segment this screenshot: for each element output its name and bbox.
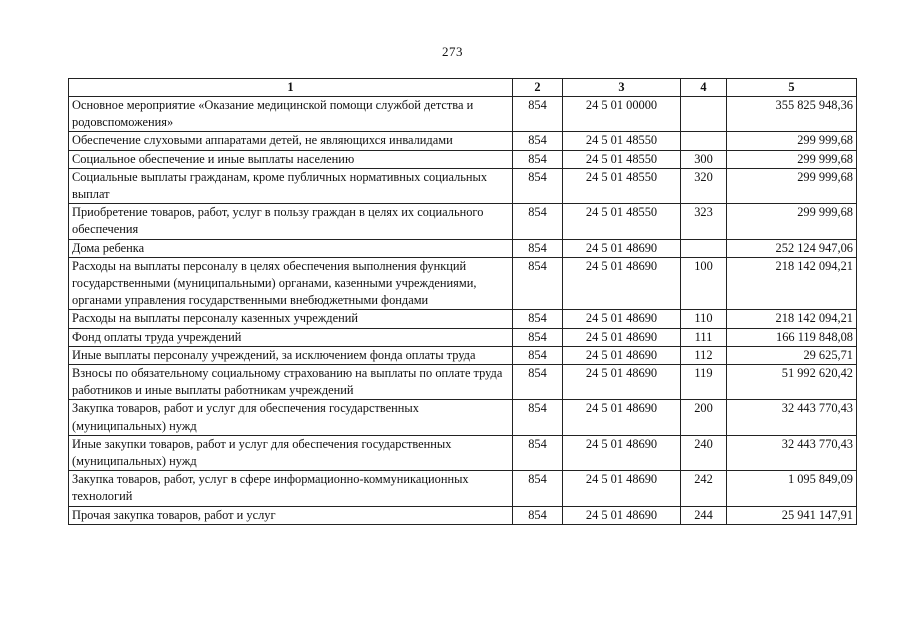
cell-article-code: 24 5 01 48690 xyxy=(563,435,681,470)
table-row xyxy=(69,257,857,310)
header-cell-5: 5 xyxy=(727,79,857,97)
cell-item-name: Социальные выплаты гражданам, кроме публичных нормативных социальных выплат xyxy=(69,168,513,203)
cell-amount: 29 625,71 xyxy=(727,346,857,364)
table-body xyxy=(69,97,857,525)
cell-item-name: Дома ребенка xyxy=(69,239,513,257)
cell-department-code: 854 xyxy=(513,168,563,203)
cell-department-code: 854 xyxy=(513,400,563,435)
cell-expense-type-code: 240 xyxy=(681,435,727,470)
cell-item-name: Приобретение товаров, работ, услуг в пользу граждан в целях их социального обеспечения xyxy=(69,204,513,239)
cell-item-name: Расходы на выплаты персоналу в целях обеспечения выполнения функций государственными (муниципальными) органами, казенными учреждениями, органами управления государственными внебюджетными фондами xyxy=(69,257,513,310)
table-row xyxy=(69,365,857,400)
cell-amount: 218 142 094,21 xyxy=(727,310,857,328)
table-row xyxy=(69,346,857,364)
cell-item-name: Обеспечение слуховыми аппаратами детей, не являющихся инвалидами xyxy=(69,132,513,150)
cell-article-code: 24 5 01 48690 xyxy=(563,365,681,400)
cell-item-name: Иные закупки товаров, работ и услуг для обеспечения государственных (муниципальных) нужд xyxy=(69,435,513,470)
table-row xyxy=(69,506,857,524)
cell-expense-type-code: 242 xyxy=(681,471,727,506)
table-row xyxy=(69,471,857,506)
cell-amount: 51 992 620,42 xyxy=(727,365,857,400)
cell-article-code: 24 5 01 48550 xyxy=(563,204,681,239)
cell-expense-type-code: 100 xyxy=(681,257,727,310)
cell-article-code: 24 5 01 48550 xyxy=(563,168,681,203)
cell-item-name: Основное мероприятие «Оказание медицинской помощи службой детства и родовспоможения» xyxy=(69,97,513,132)
table-row xyxy=(69,132,857,150)
cell-amount: 355 825 948,36 xyxy=(727,97,857,132)
cell-item-name: Прочая закупка товаров, работ и услуг xyxy=(69,506,513,524)
cell-department-code: 854 xyxy=(513,471,563,506)
cell-department-code: 854 xyxy=(513,97,563,132)
cell-item-name: Закупка товаров, работ и услуг для обеспечения государственных (муниципальных) нужд xyxy=(69,400,513,435)
table-row xyxy=(69,310,857,328)
cell-article-code: 24 5 01 48690 xyxy=(563,471,681,506)
cell-department-code: 854 xyxy=(513,506,563,524)
cell-amount: 299 999,68 xyxy=(727,204,857,239)
cell-expense-type-code: 300 xyxy=(681,150,727,168)
cell-department-code: 854 xyxy=(513,150,563,168)
cell-expense-type-code xyxy=(681,239,727,257)
cell-article-code: 24 5 01 48690 xyxy=(563,346,681,364)
cell-item-name: Фонд оплаты труда учреждений xyxy=(69,328,513,346)
cell-department-code: 854 xyxy=(513,257,563,310)
cell-item-name: Социальное обеспечение и иные выплаты населению xyxy=(69,150,513,168)
table-row xyxy=(69,168,857,203)
cell-expense-type-code xyxy=(681,97,727,132)
header-cell-2: 2 xyxy=(513,79,563,97)
cell-expense-type-code: 119 xyxy=(681,365,727,400)
cell-amount: 25 941 147,91 xyxy=(727,506,857,524)
cell-article-code: 24 5 01 48690 xyxy=(563,506,681,524)
cell-department-code: 854 xyxy=(513,132,563,150)
cell-expense-type-code: 111 xyxy=(681,328,727,346)
cell-expense-type-code xyxy=(681,132,727,150)
header-cell-1: 1 xyxy=(69,79,513,97)
table-row xyxy=(69,400,857,435)
cell-article-code: 24 5 01 48550 xyxy=(563,150,681,168)
header-cell-4: 4 xyxy=(681,79,727,97)
table-row xyxy=(69,435,857,470)
table-row xyxy=(69,328,857,346)
table-row xyxy=(69,204,857,239)
cell-department-code: 854 xyxy=(513,346,563,364)
cell-article-code: 24 5 01 00000 xyxy=(563,97,681,132)
cell-department-code: 854 xyxy=(513,310,563,328)
table-row xyxy=(69,239,857,257)
cell-item-name: Иные выплаты персоналу учреждений, за исключением фонда оплаты труда xyxy=(69,346,513,364)
cell-department-code: 854 xyxy=(513,435,563,470)
cell-department-code: 854 xyxy=(513,328,563,346)
cell-amount: 252 124 947,06 xyxy=(727,239,857,257)
cell-amount: 299 999,68 xyxy=(727,168,857,203)
cell-article-code: 24 5 01 48690 xyxy=(563,257,681,310)
page-number: 273 xyxy=(442,44,463,59)
header-row xyxy=(69,79,857,97)
cell-item-name: Взносы по обязательному социальному страхованию на выплаты по оплате труда работников и иные выплаты работникам учреждений xyxy=(69,365,513,400)
table-row xyxy=(69,97,857,132)
cell-department-code: 854 xyxy=(513,204,563,239)
cell-amount: 32 443 770,43 xyxy=(727,400,857,435)
cell-amount: 299 999,68 xyxy=(727,150,857,168)
cell-expense-type-code: 200 xyxy=(681,400,727,435)
cell-amount: 32 443 770,43 xyxy=(727,435,857,470)
cell-article-code: 24 5 01 48690 xyxy=(563,328,681,346)
cell-expense-type-code: 112 xyxy=(681,346,727,364)
budget-table xyxy=(68,78,857,525)
cell-department-code: 854 xyxy=(513,239,563,257)
cell-article-code: 24 5 01 48550 xyxy=(563,132,681,150)
cell-expense-type-code: 110 xyxy=(681,310,727,328)
cell-expense-type-code: 323 xyxy=(681,204,727,239)
cell-amount: 299 999,68 xyxy=(727,132,857,150)
cell-department-code: 854 xyxy=(513,365,563,400)
table-row xyxy=(69,150,857,168)
cell-article-code: 24 5 01 48690 xyxy=(563,400,681,435)
cell-item-name: Расходы на выплаты персоналу казенных учреждений xyxy=(69,310,513,328)
cell-article-code: 24 5 01 48690 xyxy=(563,239,681,257)
cell-article-code: 24 5 01 48690 xyxy=(563,310,681,328)
cell-expense-type-code: 244 xyxy=(681,506,727,524)
cell-amount: 218 142 094,21 xyxy=(727,257,857,310)
cell-item-name: Закупка товаров, работ, услуг в сфере информационно-коммуникационных технологий xyxy=(69,471,513,506)
cell-expense-type-code: 320 xyxy=(681,168,727,203)
cell-amount: 166 119 848,08 xyxy=(727,328,857,346)
cell-amount: 1 095 849,09 xyxy=(727,471,857,506)
header-cell-3: 3 xyxy=(563,79,681,97)
